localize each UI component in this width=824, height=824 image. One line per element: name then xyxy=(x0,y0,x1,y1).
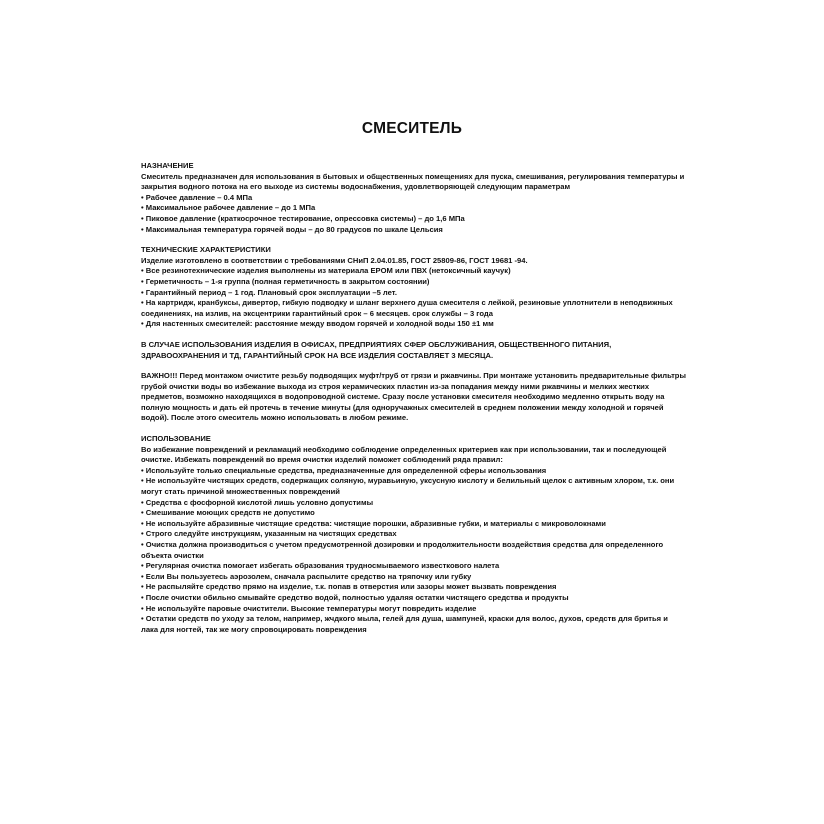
list-item: • На картридж, кранбуксы, дивертор, гибкую подводку и шланг верхнего душа смесителя с лейкой, резиновые уплотнители в неподвижных соединениях, на излив, на эксцентрики гарантийный срок – 6 месяцев. срок службы – 3 года xyxy=(141,298,686,319)
list-item: • Остатки средств по уходу за телом, например, жчдкого мыла, гелей для душа, шампуней, краски для волос, духов, средств для бритья и лака для ногтей, так же могу спровоцировать повреждения xyxy=(141,614,686,635)
list-item: • Пиковое давление (краткосрочное тестирование, опрессовка системы) – до 1,6 МПа xyxy=(141,214,686,225)
usage-heading: ИСПОЛЬЗОВАНИЕ xyxy=(141,434,211,444)
list-item: • Для настенных смесителей: расстояние между вводом горячей и холодной воды 150 ±1 мм xyxy=(141,319,686,330)
document-body xyxy=(141,161,686,645)
purpose-list xyxy=(141,193,686,235)
list-item: • Не используйте чистящих средств, содержащих соляную, муравьиную, уксусную кислоту и белильный щелок с активным хлором, т.к. они могут стать причиной множественных повреждений xyxy=(141,476,686,497)
specs-list xyxy=(141,266,686,330)
important-section xyxy=(141,371,686,424)
list-item: • Гарантийный период – 1 год. Плановый срок эксплуатации –5 лет. xyxy=(141,288,686,299)
list-item: • Если Вы пользуетесь аэрозолем, сначала распылите средство на тряпочку или губку xyxy=(141,572,686,583)
list-item: • Строго следуйте инструкциям, указанным на чистящих средствах xyxy=(141,529,686,540)
purpose-intro: Смеситель предназначен для использования в бытовых и общественных помещениях для пуска, смешивания, регулирования температуры и закрытия водного потока на его выходе из системы водоснабжения, удовлетворяющей следующим параметрам xyxy=(141,171,685,192)
list-item: • Максимальное рабочее давление – до 1 МПа xyxy=(141,203,686,214)
specs-section xyxy=(141,245,686,330)
usage-section xyxy=(141,434,686,635)
list-item: • Смешивание моющих средств не допустимо xyxy=(141,508,686,519)
list-item: • Герметичность – 1-я группа (полная герметичность в закрытом состоянии) xyxy=(141,277,686,288)
list-item: • После очистки обильно смывайте средство водой, полностью удаляя остатки чистящего средства и продукты xyxy=(141,593,686,604)
list-item: • Не распыляйте средство прямо на изделие, т.к. попав в отверстия или зазоры может вызвать повреждения xyxy=(141,582,686,593)
usage-intro: Во избежание повреждений и рекламаций необходимо соблюдение определенных критериев как при использовании, так и последующей очистке. Избежать повреждений во время очистки изделий поможет соблюдений ряда правил: xyxy=(141,444,667,465)
purpose-section xyxy=(141,161,686,235)
list-item: • Очистка должна производиться с учетом предусмотренной дозировки и продолжительности воздействия средства для определенного объекта очистки xyxy=(141,540,686,561)
warranty-notice-section xyxy=(141,340,686,361)
list-item: • Не используйте паровые очистители. Высокие температуры могут повредить изделие xyxy=(141,604,686,615)
list-item: • Все резинотехнические изделия выполнены из материала EPOM или ПВХ (нетоксичный каучук) xyxy=(141,266,686,277)
list-item: • Средства с фосфорной кислотой лишь условно допустимы xyxy=(141,498,686,509)
document-title: СМЕСИТЕЛЬ xyxy=(361,120,463,137)
list-item: • Регулярная очистка помогает избегать образования трудносмываемого известкового налета xyxy=(141,561,686,572)
list-item: • Не используйте абразивные чистящие средства: чистящие порошки, абразивные губки, и материалы с микроволокнами xyxy=(141,519,686,530)
usage-list xyxy=(141,466,686,636)
list-item: • Рабочее давление – 0.4 МПа xyxy=(141,193,686,204)
warranty-notice: В СЛУЧАЕ ИСПОЛЬЗОВАНИЯ ИЗДЕЛИЯ В ОФИСАХ, ПРЕДПРИЯТИЯХ СФЕР ОБСЛУЖИВАНИЯ, ОБЩЕСТВЕННОГО ПИТАНИЯ, ЗДРАВООХРАНЕНИЯ И ТД, ГАРАНТИЙНЫЙ СРОК НА ВСЕ ИЗДЕЛИЯ СОСТАВЛЯЕТ 3 МЕСЯЦА. xyxy=(141,339,612,360)
purpose-heading: НАЗНАЧЕНИЕ xyxy=(141,161,194,170)
important-note: ВАЖНО!!! Перед монтажом очистите резьбу подводящих муфт/труб от грязи и ржавчины. При монтаже установить предварительные фильтры грубой очистки воды во избежание выхода из строя керамических пластин из-за попадания между ними ржавчины и мелких жестких предметов, возможно находящихся в водопроводной системе. Сразу после установки смесителя необходимо медленно открыть воду на полную мощность и дать ей протечь в течение минуты (для одноручажных смесителей в среднем положении между холодной и горячей водой). После этого смеситель можно использовать в любом режиме. xyxy=(141,371,686,423)
specs-intro: Изделие изготовлено в соответствии с требованиями СНиП 2.04.01.85, ГОСТ 25809-86, ГОСТ 19681 -94. xyxy=(141,255,528,265)
list-item: • Максимальная температура горячей воды – до 80 градусов по шкале Цельсия xyxy=(141,225,686,236)
list-item: • Используйте только специальные средства, предназначенные для определенной сферы использования xyxy=(141,466,686,477)
specs-heading: ТЕХНИЧЕСКИЕ ХАРАКТЕРИСТИКИ xyxy=(141,245,271,255)
